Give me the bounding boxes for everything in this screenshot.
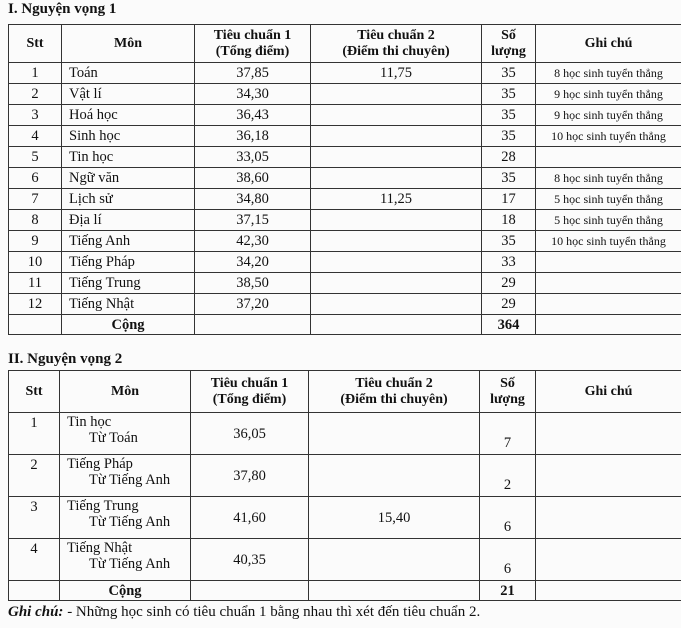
table-row <box>9 294 681 315</box>
so-luong-cell: 17 <box>482 189 536 210</box>
header-tieu-chuan-1 <box>191 371 309 413</box>
mon-cell <box>60 497 191 539</box>
mon-cell: Hoá học <box>62 105 195 126</box>
mon-label: Tiếng Nhật <box>67 540 133 556</box>
so-luong-cell: 2 <box>480 455 536 497</box>
ghi-chu-cell <box>536 497 681 539</box>
section-2-title: II. Nguyện vọng 2 <box>8 351 123 367</box>
mon-cell: Vật lí <box>62 84 195 105</box>
mon-cell: Sinh học <box>62 126 195 147</box>
table-header-row <box>9 25 681 63</box>
tc2-cell <box>311 168 482 189</box>
stt-cell: 1 <box>9 413 60 455</box>
mon-cell: Tiếng Pháp <box>62 252 195 273</box>
header-so-line1: Số <box>500 375 515 391</box>
stt-cell: 5 <box>9 147 62 168</box>
mon-source-label: Từ Tiếng Anh <box>89 514 171 530</box>
so-luong-cell: 35 <box>482 231 536 252</box>
stt-cell: 3 <box>9 497 60 539</box>
table-row <box>9 63 681 84</box>
header-tieu-chuan-2 <box>311 25 482 63</box>
mon-cell <box>60 455 191 497</box>
header-tieu-chuan-1 <box>195 25 311 63</box>
table-row <box>9 497 681 539</box>
header-ghi-chu: Ghi chú <box>536 25 681 63</box>
table-row <box>9 539 681 581</box>
table-row <box>9 273 681 294</box>
tc2-cell <box>309 413 480 455</box>
tc2-cell <box>309 455 480 497</box>
header-stt: Stt <box>9 25 62 63</box>
mon-label: Tiếng Trung <box>67 498 139 514</box>
tc1-cell: 34,80 <box>195 189 311 210</box>
so-luong-cell: 28 <box>482 147 536 168</box>
stt-cell: 9 <box>9 231 62 252</box>
tc1-cell: 38,50 <box>195 273 311 294</box>
header-tc1-line1: Tiêu chuẩn 1 <box>213 27 292 43</box>
header-tc2-line1: Tiêu chuẩn 2 <box>355 375 433 391</box>
tc2-cell <box>311 210 482 231</box>
total-row <box>9 315 681 335</box>
tc1-cell: 38,60 <box>195 168 311 189</box>
header-so-luong <box>482 25 536 63</box>
ghi-chu-cell <box>536 539 681 581</box>
tc1-cell: 33,05 <box>195 147 311 168</box>
tc1-cell: 36,43 <box>195 105 311 126</box>
header-tc1-line1: Tiêu chuẩn 1 <box>210 375 289 391</box>
table-nguyen-vong-1 <box>8 24 681 335</box>
tc1-cell: 36,18 <box>195 126 311 147</box>
stt-cell: 2 <box>9 455 60 497</box>
stt-cell: 11 <box>9 273 62 294</box>
header-tc2-line1: Tiêu chuẩn 2 <box>357 27 435 43</box>
header-tieu-chuan-2 <box>309 371 480 413</box>
tc1-cell: 41,60 <box>191 497 309 539</box>
mon-cell: Tiếng Anh <box>62 231 195 252</box>
mon-cell <box>60 413 191 455</box>
header-tc2-line2: (Điểm thi chuyên) <box>340 391 448 407</box>
ghi-chu-cell <box>536 252 681 273</box>
footnote <box>8 604 480 621</box>
stt-cell: 2 <box>9 84 62 105</box>
mon-cell: Toán <box>62 63 195 84</box>
total-value: 21 <box>480 581 536 601</box>
so-luong-cell: 35 <box>482 63 536 84</box>
ghi-chu-cell: 9 học sinh tuyển thẳng <box>536 105 681 126</box>
mon-cell: Địa lí <box>62 210 195 231</box>
so-luong-cell: 35 <box>482 105 536 126</box>
stt-cell: 4 <box>9 539 60 581</box>
tc2-cell <box>311 147 482 168</box>
mon-label: Tin học <box>67 414 112 430</box>
tc1-cell: 34,20 <box>195 252 311 273</box>
header-stt: Stt <box>9 371 60 413</box>
ghi-chu-cell <box>536 413 681 455</box>
stt-cell: 10 <box>9 252 62 273</box>
header-tc1-line2: (Tổng điểm) <box>212 391 287 407</box>
tc2-cell <box>311 84 482 105</box>
table-row <box>9 147 681 168</box>
ghi-chu-cell: 10 học sinh tuyển thẳng <box>536 126 681 147</box>
header-so-line1: Số <box>501 27 516 43</box>
tc2-cell <box>311 252 482 273</box>
total-label: Cộng <box>62 315 195 335</box>
tc2-cell <box>311 273 482 294</box>
stt-cell: 8 <box>9 210 62 231</box>
stt-cell: 1 <box>9 63 62 84</box>
so-luong-cell: 35 <box>482 168 536 189</box>
table-row <box>9 455 681 497</box>
tc1-cell: 37,15 <box>195 210 311 231</box>
tc1-cell: 34,30 <box>195 84 311 105</box>
table-row <box>9 84 681 105</box>
so-luong-cell: 35 <box>482 84 536 105</box>
table-header-row <box>9 371 681 413</box>
table-row <box>9 210 681 231</box>
total-label: Cộng <box>60 581 191 601</box>
tc2-cell <box>311 294 482 315</box>
ghi-chu-cell: 9 học sinh tuyển thẳng <box>536 84 681 105</box>
ghi-chu-cell: 8 học sinh tuyển thẳng <box>536 168 681 189</box>
mon-source-label: Từ Toán <box>89 430 138 446</box>
header-mon: Môn <box>62 25 195 63</box>
tc1-cell: 37,85 <box>195 63 311 84</box>
mon-cell: Tiếng Nhật <box>62 294 195 315</box>
mon-label: Tiếng Pháp <box>67 456 133 472</box>
mon-cell: Tiếng Trung <box>62 273 195 294</box>
mon-source-label: Từ Tiếng Anh <box>89 472 171 488</box>
header-ghi-chu: Ghi chú <box>536 371 681 413</box>
tc2-cell <box>311 126 482 147</box>
table-row <box>9 413 681 455</box>
stt-cell: 4 <box>9 126 62 147</box>
table-row <box>9 189 681 210</box>
so-luong-cell: 7 <box>480 413 536 455</box>
ghi-chu-cell: 5 học sinh tuyển thẳng <box>536 210 681 231</box>
stt-cell: 6 <box>9 168 62 189</box>
tc2-cell <box>309 539 480 581</box>
table-row <box>9 252 681 273</box>
ghi-chu-cell <box>536 294 681 315</box>
ghi-chu-cell <box>536 147 681 168</box>
table-row <box>9 105 681 126</box>
mon-source-label: Từ Tiếng Anh <box>89 556 171 572</box>
table-row <box>9 231 681 252</box>
table-row <box>9 168 681 189</box>
footnote-text: - Những học sinh có tiêu chuẩn 1 bằng nhau thì xét đến tiêu chuẩn 2. <box>63 604 481 620</box>
ghi-chu-cell: 10 học sinh tuyển thẳng <box>536 231 681 252</box>
ghi-chu-cell: 5 học sinh tuyển thẳng <box>536 189 681 210</box>
header-so-luong <box>480 371 536 413</box>
tc1-cell: 37,80 <box>191 455 309 497</box>
so-luong-cell: 33 <box>482 252 536 273</box>
stt-cell: 7 <box>9 189 62 210</box>
header-tc2-line2: (Điểm thi chuyên) <box>342 43 450 59</box>
so-luong-cell: 29 <box>482 294 536 315</box>
header-mon: Môn <box>60 371 191 413</box>
tc2-cell <box>311 231 482 252</box>
mon-cell: Ngữ văn <box>62 168 195 189</box>
so-luong-cell: 35 <box>482 126 536 147</box>
header-tc1-line2: (Tổng điểm) <box>215 43 290 59</box>
header-so-line2: lượng <box>491 43 526 59</box>
so-luong-cell: 6 <box>480 539 536 581</box>
tc2-cell <box>311 105 482 126</box>
tc1-cell: 40,35 <box>191 539 309 581</box>
mon-cell: Tin học <box>62 147 195 168</box>
table-row <box>9 126 681 147</box>
stt-cell: 3 <box>9 105 62 126</box>
stt-cell: 12 <box>9 294 62 315</box>
footnote-label: Ghi chú: <box>8 604 64 620</box>
section-1-title: I. Nguyện vọng 1 <box>8 1 117 17</box>
so-luong-cell: 6 <box>480 497 536 539</box>
header-so-line2: lượng <box>490 391 525 407</box>
tc1-cell: 37,20 <box>195 294 311 315</box>
tc2-cell: 11,25 <box>311 189 482 210</box>
so-luong-cell: 29 <box>482 273 536 294</box>
tc1-cell: 42,30 <box>195 231 311 252</box>
total-value: 364 <box>482 315 536 335</box>
so-luong-cell: 18 <box>482 210 536 231</box>
total-row <box>9 581 681 601</box>
ghi-chu-cell <box>536 273 681 294</box>
tc2-cell: 11,75 <box>311 63 482 84</box>
tc1-cell: 36,05 <box>191 413 309 455</box>
mon-cell: Lịch sử <box>62 189 195 210</box>
tc2-cell: 15,40 <box>309 497 480 539</box>
table-nguyen-vong-2 <box>8 370 681 601</box>
ghi-chu-cell: 8 học sinh tuyển thẳng <box>536 63 681 84</box>
ghi-chu-cell <box>536 455 681 497</box>
mon-cell <box>60 539 191 581</box>
